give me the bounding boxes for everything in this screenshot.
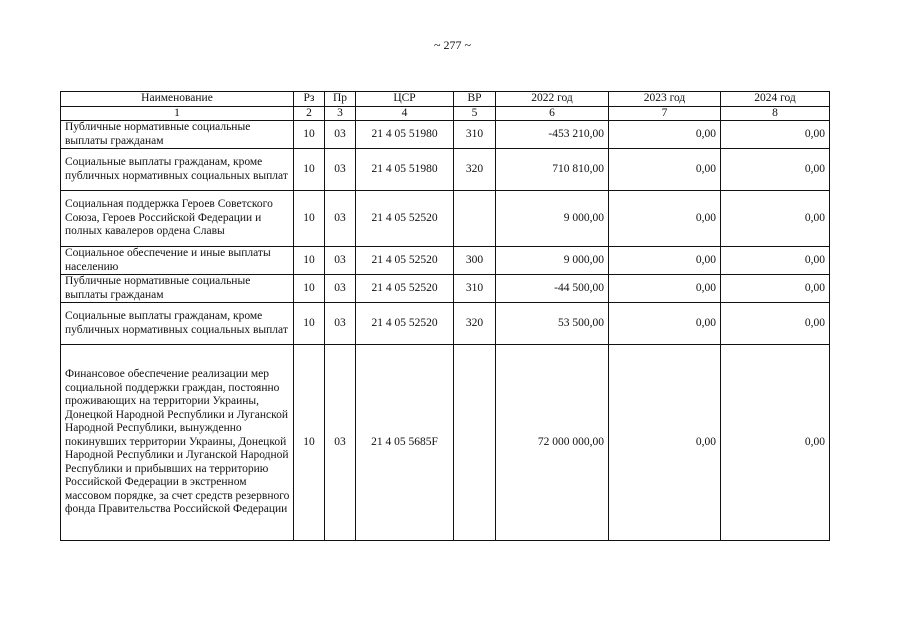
column-number: 7 [609,106,721,121]
row-2024: 0,00 [721,191,830,247]
table-row [61,275,830,303]
row-name: Публичные нормативные социальные выплаты гражданам [61,275,294,303]
row-2023: 0,00 [609,303,721,345]
row-2022: 9 000,00 [496,247,609,275]
row-name: Социальные выплаты гражданам, кроме публичных нормативных социальных выплат [61,303,294,345]
row-2024: 0,00 [721,121,830,149]
header-vr: ВР [454,92,496,107]
page-number: ~ 277 ~ [434,38,471,52]
row-csr: 21 4 05 52520 [356,247,454,275]
table-row [61,191,830,247]
row-vr: 320 [454,149,496,191]
row-vr [454,191,496,247]
row-name: Социальные выплаты гражданам, кроме публичных нормативных социальных выплат [61,149,294,191]
row-2023: 0,00 [609,247,721,275]
column-number: 2 [294,106,325,121]
row-csr: 21 4 05 52520 [356,275,454,303]
row-pr: 03 [325,149,356,191]
row-csr: 21 4 05 51980 [356,121,454,149]
row-pr: 03 [325,345,356,541]
column-number: 8 [721,106,830,121]
header-pr: Пр [325,92,356,107]
column-number: 5 [454,106,496,121]
table-row [61,345,830,541]
row-2022: 9 000,00 [496,191,609,247]
row-2024: 0,00 [721,247,830,275]
header-csr: ЦСР [356,92,454,107]
row-2023: 0,00 [609,275,721,303]
row-pr: 03 [325,303,356,345]
row-rz: 10 [294,149,325,191]
column-number-row [61,106,830,121]
row-rz: 10 [294,191,325,247]
table-row [61,247,830,275]
header-2024: 2024 год [721,92,830,107]
header-name: Наименование [61,92,294,107]
header-2022: 2022 год [496,92,609,107]
column-number: 1 [61,106,294,121]
table-row [61,149,830,191]
row-rz: 10 [294,121,325,149]
header-rz: Рз [294,92,325,107]
row-csr: 21 4 05 5685F [356,345,454,541]
row-vr [454,345,496,541]
row-pr: 03 [325,121,356,149]
header-row [61,92,830,107]
row-csr: 21 4 05 52520 [356,303,454,345]
row-vr: 320 [454,303,496,345]
row-2024: 0,00 [721,149,830,191]
row-csr: 21 4 05 52520 [356,191,454,247]
header-2023: 2023 год [609,92,721,107]
row-pr: 03 [325,275,356,303]
row-2022: 72 000 000,00 [496,345,609,541]
row-2023: 0,00 [609,191,721,247]
row-2023: 0,00 [609,345,721,541]
row-2022: -44 500,00 [496,275,609,303]
row-2022: 53 500,00 [496,303,609,345]
table-row [61,121,830,149]
row-name: Социальная поддержка Героев Советского Союза, Героев Российской Федерации и полных кавалеров ордена Славы [61,191,294,247]
row-rz: 10 [294,303,325,345]
row-vr: 310 [454,121,496,149]
row-pr: 03 [325,191,356,247]
budget-table [60,91,830,541]
row-name: Финансовое обеспечение реализации мер социальной поддержки граждан, постоянно проживающих на территории Украины, Донецкой Народной Республики и Луганской Народной Республики, вынужденно покинувших территории Украины, Донецкой Народной Республики и Луганской Народной Республики и прибывших на территорию Российской Федерации в экстренном массовом порядке, за счет средств резервного фонда Правительства Российской Федерации [61,345,294,541]
row-2022: -453 210,00 [496,121,609,149]
row-pr: 03 [325,247,356,275]
row-2024: 0,00 [721,303,830,345]
row-2024: 0,00 [721,275,830,303]
row-2022: 710 810,00 [496,149,609,191]
row-rz: 10 [294,275,325,303]
table-row [61,303,830,345]
row-rz: 10 [294,345,325,541]
row-vr: 300 [454,247,496,275]
column-number: 3 [325,106,356,121]
row-vr: 310 [454,275,496,303]
row-name: Публичные нормативные социальные выплаты гражданам [61,121,294,149]
column-number: 4 [356,106,454,121]
row-2024: 0,00 [721,345,830,541]
row-csr: 21 4 05 51980 [356,149,454,191]
row-rz: 10 [294,247,325,275]
row-2023: 0,00 [609,149,721,191]
row-name: Социальное обеспечение и иные выплаты населению [61,247,294,275]
row-2023: 0,00 [609,121,721,149]
column-number: 6 [496,106,609,121]
